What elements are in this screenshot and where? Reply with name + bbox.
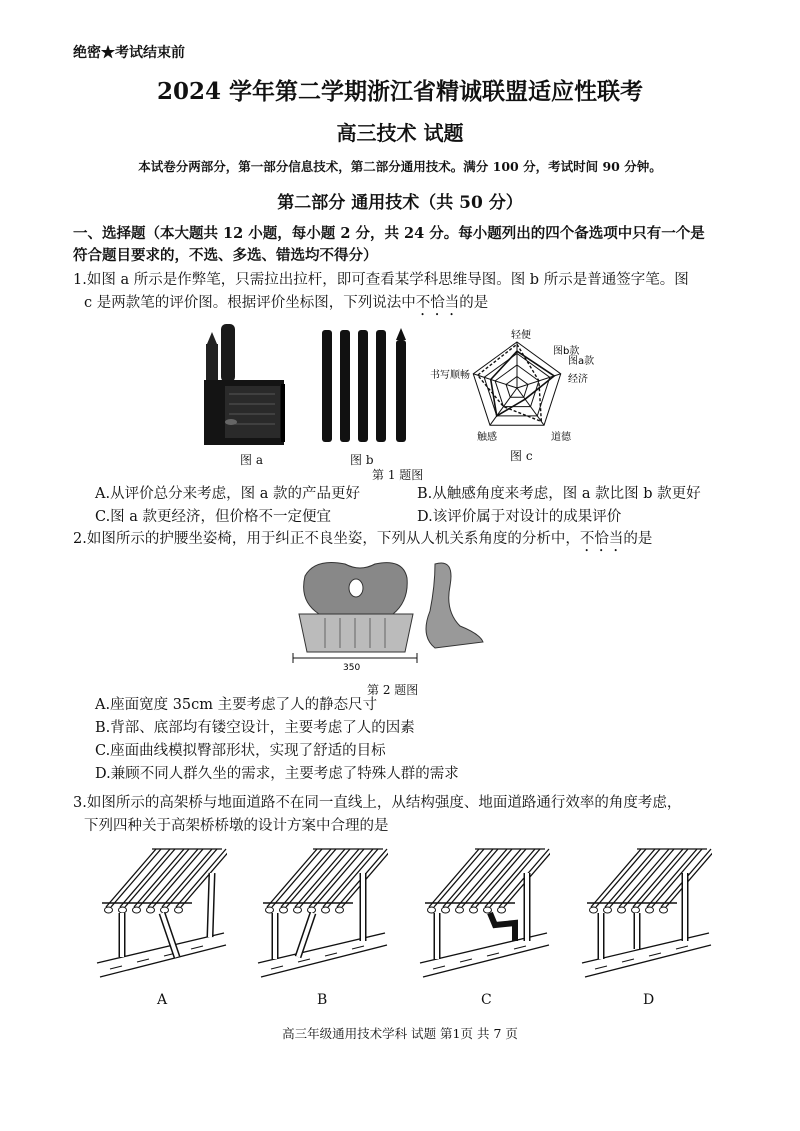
radar-label-ethics: 道德 — [551, 432, 571, 443]
q2-option-a: A.座面宽度 35cm 主要考虑了人的静态尺寸 — [95, 697, 378, 713]
confidential-mark: 绝密★考试结束前 — [73, 45, 185, 61]
question-2-stem: 2.如图所示的护腰坐姿椅，用于纠正不良坐姿，下列从人机关系角度的分析中，不恰当的是 — [73, 531, 653, 547]
q3-label-b: B — [317, 992, 328, 1008]
q2-option-c: C.座面曲线模拟臀部形状，实现了舒适的目标 — [95, 743, 386, 759]
q1-emphasis: 不恰当 — [415, 295, 460, 311]
q1-option-d: D.该评价属于对设计的成果评价 — [417, 509, 622, 525]
q3-label-a: A — [157, 992, 168, 1008]
section-line-1: 一、选择题（本大题共 12 小题，每小题 2 分，共 24 分。每小题列出的四个备选项中只有一个是 — [73, 225, 705, 242]
q1-option-c: C.图 a 款更经济，但价格不一定便宜 — [95, 509, 332, 525]
exam-intro: 本试卷分两部分，第一部分信息技术，第二部分通用技术。满分 100 分，考试时间 90 分钟。 — [138, 159, 662, 174]
q3-label-c: C — [481, 992, 492, 1008]
question-1-stem — [73, 269, 763, 319]
figure-b-label: 图 b — [350, 453, 374, 467]
part-heading: 第二部分 通用技术（共 50 分） — [277, 193, 523, 213]
bridge-option-a — [92, 845, 227, 985]
bridge-option-b — [253, 845, 388, 985]
q2-dimension: 350 — [343, 663, 361, 673]
q1-figure-caption: 第 1 题图 — [372, 468, 424, 482]
page-footer: 高三年级通用技术学科 试题 第1页 共 7 页 — [282, 1026, 518, 1041]
q3-line-2: 下列四种关于高架桥桥墩的设计方案中合理的是 — [84, 818, 389, 834]
q2-figure-caption: 第 2 题图 — [367, 683, 419, 697]
radar-label-economy: 经济 — [568, 374, 588, 385]
q1-option-b: B.从触感角度来考虑，图 a 款比图 b 款更好 — [417, 486, 701, 502]
figure-c-label: 图 c — [510, 449, 533, 463]
figure-a-label: 图 a — [240, 453, 263, 467]
bridge-option-c — [415, 845, 550, 985]
q2-options — [73, 694, 763, 786]
radar-label-touch: 触感 — [477, 432, 497, 443]
q1-line-2: c 是两款笔的评价图。根据评价坐标图，下列说法中不恰当的是 — [84, 295, 489, 311]
figure-c-radar-chart — [425, 326, 610, 456]
exam-title: 2024 学年第二学期浙江省精诚联盟适应性联考 — [156, 78, 644, 105]
question-3-stem — [73, 792, 763, 838]
bridge-option-d — [577, 845, 712, 985]
q1-options — [73, 483, 763, 529]
q3-label-d: D — [643, 992, 655, 1008]
radar-legend-b: 图b款 — [553, 346, 580, 357]
q1-option-a: A.从评价总分来考虑，图 a 款的产品更好 — [95, 486, 360, 502]
q3-line-1: 3.如图所示的高架桥与地面道路不在同一直线上，从结构强度、地面道路通行效率的角度考虑， — [73, 795, 682, 811]
q1-line-1: 1.如图 a 所示是作弊笔，只需拉出拉杆，即可查看某学科思维导图。图 b 所示是普通签字笔。图 — [73, 272, 689, 288]
section-heading — [73, 223, 763, 267]
figure-q2-posture-chair — [285, 556, 490, 676]
radar-label-writing: 书写顺畅 — [430, 370, 470, 381]
q2-emphasis: 不恰当 — [579, 531, 624, 547]
radar-legend-a: 图a款 — [568, 356, 595, 367]
section-line-2: 符合题目要求的，不选、多选、错选均不得分） — [73, 247, 378, 264]
q2-option-d: D.兼顾不同人群久坐的需求，主要考虑了特殊人群的需求 — [95, 766, 459, 782]
q2-option-b: B.背部、底部均有镂空设计，主要考虑了人的因素 — [95, 720, 415, 736]
figure-b-regular-pens — [318, 326, 413, 446]
exam-subtitle: 高三技术 试题 — [336, 121, 464, 145]
radar-label-light: 轻便 — [511, 330, 531, 341]
figure-a-cheat-pen — [195, 322, 295, 447]
